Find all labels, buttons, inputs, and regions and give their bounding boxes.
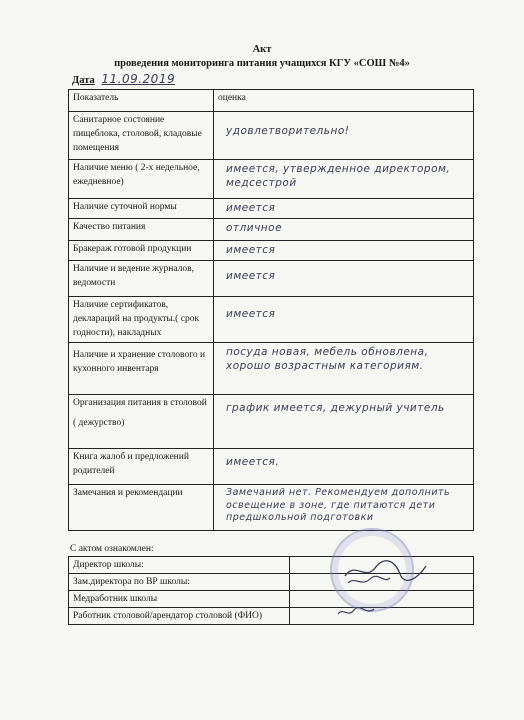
row-label-line1: Организация питания в столовой — [73, 398, 207, 409]
row-label: Наличие суточной нормы — [69, 199, 214, 219]
row-value — [214, 449, 474, 485]
row-label-line2: ( дежурство) — [73, 418, 125, 429]
table-row — [69, 261, 474, 297]
date-value: 11.09.2019 — [101, 72, 176, 86]
signature-row — [69, 608, 474, 625]
table-row — [69, 343, 474, 395]
row-label: Бракераж готовой продукции — [69, 241, 214, 261]
row-value-text: имеется. — [226, 456, 280, 469]
table-row — [69, 297, 474, 343]
table-row — [69, 199, 474, 219]
acknowledgement-heading: С актом ознакомлен: — [70, 544, 154, 554]
row-label: Качество питания — [69, 219, 214, 241]
row-label: Санитарное состояние пищеблока, столовой, кладовые помещения — [69, 112, 214, 160]
header-indicator: Показатель — [69, 90, 214, 112]
date-label: Дата — [72, 75, 95, 86]
row-value — [214, 160, 474, 199]
row-label: Замечания и рекомендации — [69, 485, 214, 531]
row-value-text: имеется — [226, 244, 276, 256]
row-label: Книга жалоб и предложений родителей — [69, 449, 214, 485]
signature-role: Медработник школы — [69, 591, 290, 608]
row-value — [214, 219, 474, 241]
row-value — [214, 343, 474, 395]
table-row — [69, 395, 474, 449]
row-value-text: имеется — [226, 270, 276, 282]
table-row — [69, 449, 474, 485]
canteen-signature-icon — [334, 604, 378, 620]
row-value — [214, 112, 474, 160]
document-subtitle: проведения мониторинга питания учащихся КГУ «СОШ №4» — [114, 58, 410, 69]
signature-role: Работник столовой/арендатор столовой (ФИО) — [69, 608, 290, 625]
table-row — [69, 160, 474, 199]
row-label — [69, 395, 214, 449]
row-value — [214, 297, 474, 343]
document-title: Акт — [252, 44, 272, 55]
monitoring-table — [68, 89, 474, 531]
row-value — [214, 485, 474, 531]
row-value-text: график имеется, дежурный учитель — [226, 402, 445, 415]
table-row — [69, 219, 474, 241]
row-label: Наличие сертификатов, деклараций на продукты.( срок годности), накладных — [69, 297, 214, 343]
signature-row — [69, 591, 474, 608]
row-label: Наличие и хранение столового и кухонного инвентаря — [69, 343, 214, 395]
row-value-text: отличное — [226, 222, 283, 234]
row-value — [214, 395, 474, 449]
table-row — [69, 241, 474, 261]
deputy-signature-icon — [344, 574, 394, 588]
row-value-text: посуда новая, мебель обновлена, хорошо возрастным категориям. — [226, 346, 429, 373]
row-value-text: удовлетворительно! — [226, 125, 350, 137]
row-value-text: Замечаний нет. Рекомендуем дополнить освещение в зоне, где питаются дети предшкольной подготовки — [226, 487, 451, 523]
row-value-text: имеется — [226, 308, 276, 320]
row-label: Наличие и ведение журналов, ведомости — [69, 261, 214, 297]
row-value-text: имеется, утвержденное директором, медсестрой — [226, 163, 451, 190]
date-row — [72, 72, 175, 86]
row-value — [214, 199, 474, 219]
header-assessment: оценка — [214, 90, 474, 112]
row-label: Наличие меню ( 2-х недельное, ежедневное) — [69, 160, 214, 199]
signature-role: Директор школы: — [69, 557, 290, 574]
row-value-text: имеется — [226, 202, 276, 214]
table-header-row — [69, 90, 474, 112]
row-value — [214, 261, 474, 297]
row-value — [214, 241, 474, 261]
table-row — [69, 485, 474, 531]
table-row — [69, 112, 474, 160]
signature-role: Зам.директора по ВР школы: — [69, 574, 290, 591]
